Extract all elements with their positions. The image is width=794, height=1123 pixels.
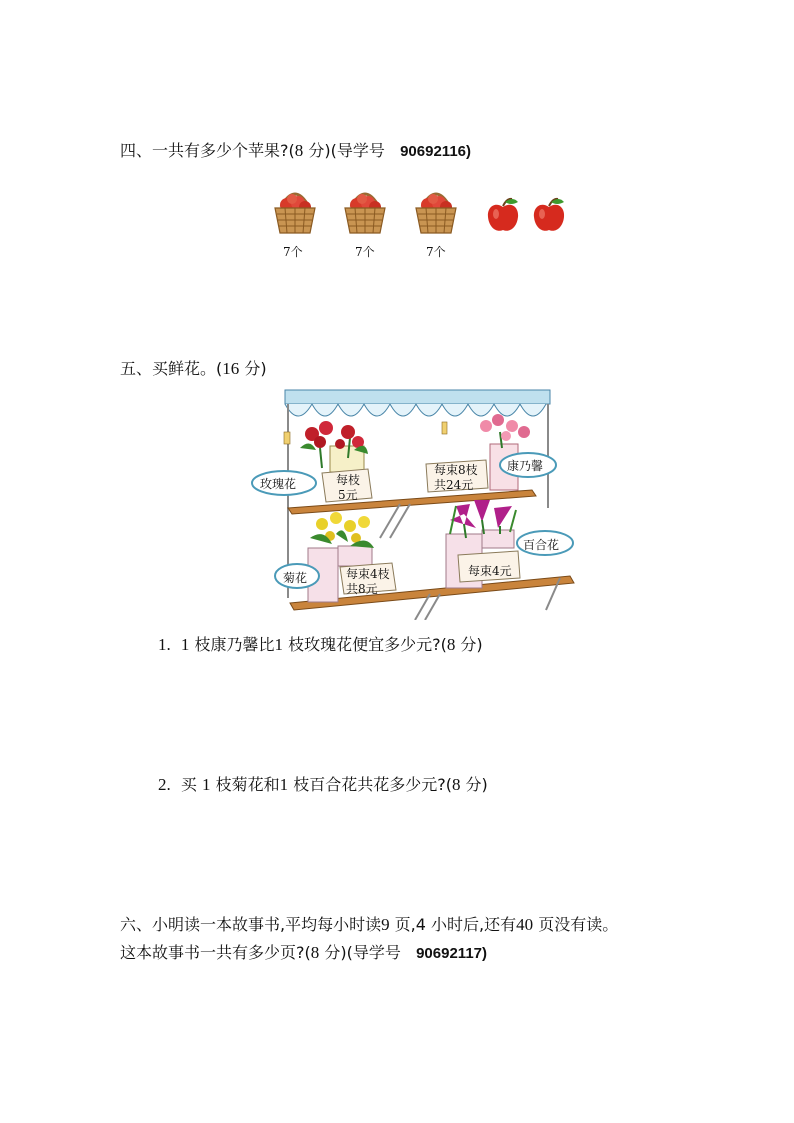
chrysanthemum-label: 菊花 xyxy=(283,571,308,585)
apple-basket-1 xyxy=(272,183,318,239)
basket-count-2: 7个 xyxy=(355,245,375,259)
apple-icon xyxy=(486,196,520,238)
basket-count-1: 7个 xyxy=(283,245,303,259)
rose-label: 玫瑰花 xyxy=(260,477,297,491)
study-code: 90692117) xyxy=(416,945,487,962)
question-5-2: 2. 买 1 枝菊花和1 枝百合花共花多少元?(8 分) xyxy=(158,775,488,794)
flower-stand-illustration xyxy=(250,388,580,624)
carnation-price-sign: 每束8枝 共24元 xyxy=(434,463,478,492)
question-4-title: 四、一共有多少个苹果?(8 分)(导学号 90692116) xyxy=(120,141,471,160)
lily-price-sign: 每束4元 xyxy=(468,564,512,578)
rose-price-sign: 每枝 5元 xyxy=(336,473,361,502)
question-5-title: 五、买鲜花。(16 分) xyxy=(120,359,267,378)
carnation-label: 康乃馨 xyxy=(507,459,544,473)
question-6-line-1: 六、小明读一本故事书,平均每小时读9 页,4 小时后,还有40 页没有读。 xyxy=(120,915,619,934)
basket-count-3: 7个 xyxy=(426,245,446,259)
apple-basket-2 xyxy=(342,183,388,239)
lily-label: 百合花 xyxy=(523,538,560,552)
chrysanthemum-price-sign: 每束4枝 共8元 xyxy=(346,567,390,596)
study-code: 90692116) xyxy=(400,143,471,160)
apple-basket-3 xyxy=(413,183,459,239)
apple-icon xyxy=(532,196,566,238)
question-5-1: 1. 1 枝康乃馨比1 枝玫瑰花便宜多少元?(8 分) xyxy=(158,635,483,654)
question-6-line-2: 这本故事书一共有多少页?(8 分)(导学号 90692117) xyxy=(120,943,487,962)
